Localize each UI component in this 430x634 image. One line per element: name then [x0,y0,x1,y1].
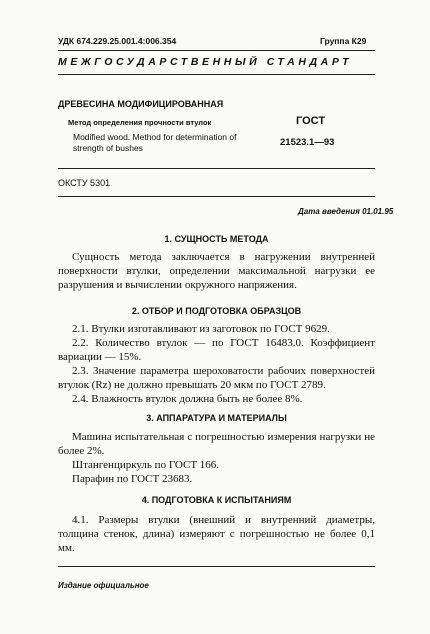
banner-rule [58,74,375,75]
udk-code: УДК 674.229.25.001.4:006.354 [58,36,177,46]
section-paragraph: 2.4. Влажность втулок должна быть не более 8%. [72,393,303,405]
section-heading: 3. АППАРАТУРА И МАТЕРИАЛЫ [146,413,287,423]
okstu-code: ОКСТУ 5301 [58,178,111,188]
section-paragraph: Парафин по ГОСТ 23683. [72,473,193,485]
section-paragraph: 2.3. Значение параметра шероховатости рабочих поверхностей втулок (Rz) не должно превышать 20 мкм по ГОСТ 2789. [58,365,375,391]
footer-rule [58,566,375,567]
document-title: ДРЕВЕСИНА МОДИФИЦИРОВАННАЯ [58,99,224,109]
section-paragraph: 2.2. Количество втулок — по ГОСТ 16483.0. Коэффициент вариации — 15%. [58,337,375,363]
title-rule [58,168,375,169]
section-paragraph: 4.1. Размеры втулки (внешний и внутренний диаметры, толщина стенок, длина) измеряют с погрешностью не более 0,1 мм. [58,514,375,554]
subtitle-english: Modified wood. Method for determination of strength of bushes [73,132,237,153]
standard-banner: МЕЖГОСУДАРСТВЕННЫЙ СТАНДАРТ [58,56,353,68]
edition-note: Издание официальное [58,581,149,590]
group-code: Группа К29 [320,36,367,46]
section-heading: 4. ПОДГОТОВКА К ИСПЫТАНИЯМ [141,495,292,505]
section-paragraph: 2.1. Втулки изготавливают из заготовок по ГОСТ 9629. [72,323,330,335]
section-paragraph: Сущность метода заключается в нагружении внутренней поверхности втулки, определении максимальной нагрузки ее разрушения и вычислении окружного напряжения. [58,251,375,291]
section-paragraph: Штангенциркуль по ГОСТ 166. [72,459,220,471]
okstu-rule [58,196,375,197]
effective-date: Дата введения 01.01.95 [298,207,394,216]
top-rule [58,50,375,51]
section-paragraph: Машина испытательная с погрешностью измерения нагрузки не более 2%. [58,431,375,457]
gost-number: 21523.1—93 [280,137,335,148]
section-heading: 1. СУЩНОСТЬ МЕТОДА [164,234,269,244]
gost-label: ГОСТ [296,115,326,127]
section-heading: 2. ОТБОР И ПОДГОТОВКА ОБРАЗЦОВ [131,306,302,316]
subtitle-russian: Метод определения прочности втулок [68,118,212,127]
